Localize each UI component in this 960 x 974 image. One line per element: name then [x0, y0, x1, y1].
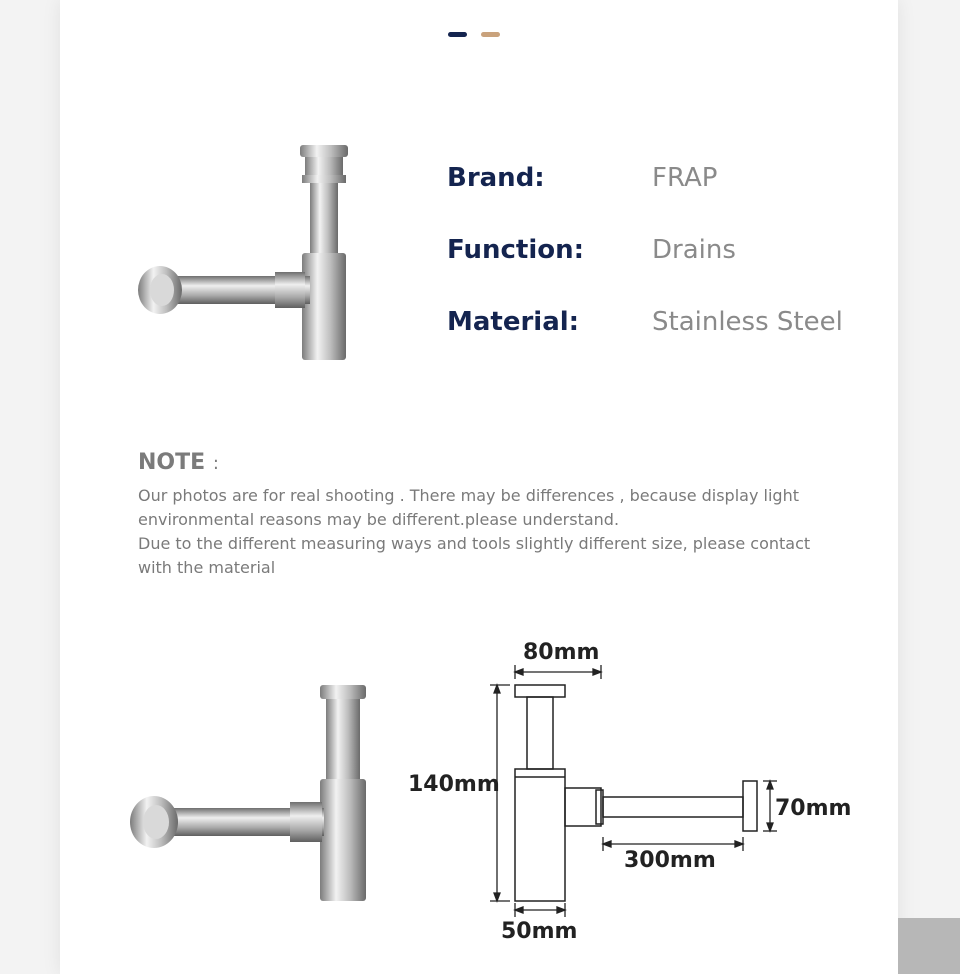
spec-value: Drains: [652, 235, 736, 265]
product-card: [60, 0, 898, 974]
carousel-dot-1[interactable]: [448, 32, 467, 37]
background-tile: [898, 918, 960, 974]
note-body: [138, 484, 838, 580]
dimension-length: 300mm: [624, 848, 716, 873]
dimension-height: 140mm: [408, 772, 500, 797]
note-line: Due to the different measuring ways and tools slightly different size, please contact with the material: [138, 534, 811, 577]
note-title-text: NOTE: [138, 450, 206, 475]
spec-value: Stainless Steel: [652, 307, 843, 337]
dimension-drawing: [480, 660, 840, 920]
spec-label: Brand:: [447, 163, 545, 193]
note-line: Our photos are for real shooting . There may be differences , because display light environmental reasons may be different.please understand.: [138, 486, 799, 529]
carousel-dot-2[interactable]: [481, 32, 500, 37]
dimension-bottom-width: 50mm: [501, 919, 578, 944]
note-colon: :: [212, 453, 219, 474]
carousel-indicator: [448, 32, 500, 37]
product-photo-trap: [130, 140, 360, 365]
product-photo-trap-angle: [124, 680, 374, 905]
spec-label: Function:: [447, 235, 585, 265]
spec-label: Material:: [447, 307, 580, 337]
dimension-top-width: 80mm: [523, 640, 600, 665]
dimension-side-height: 70mm: [775, 796, 852, 821]
note-title: [138, 450, 219, 475]
spec-value: FRAP: [652, 163, 718, 193]
